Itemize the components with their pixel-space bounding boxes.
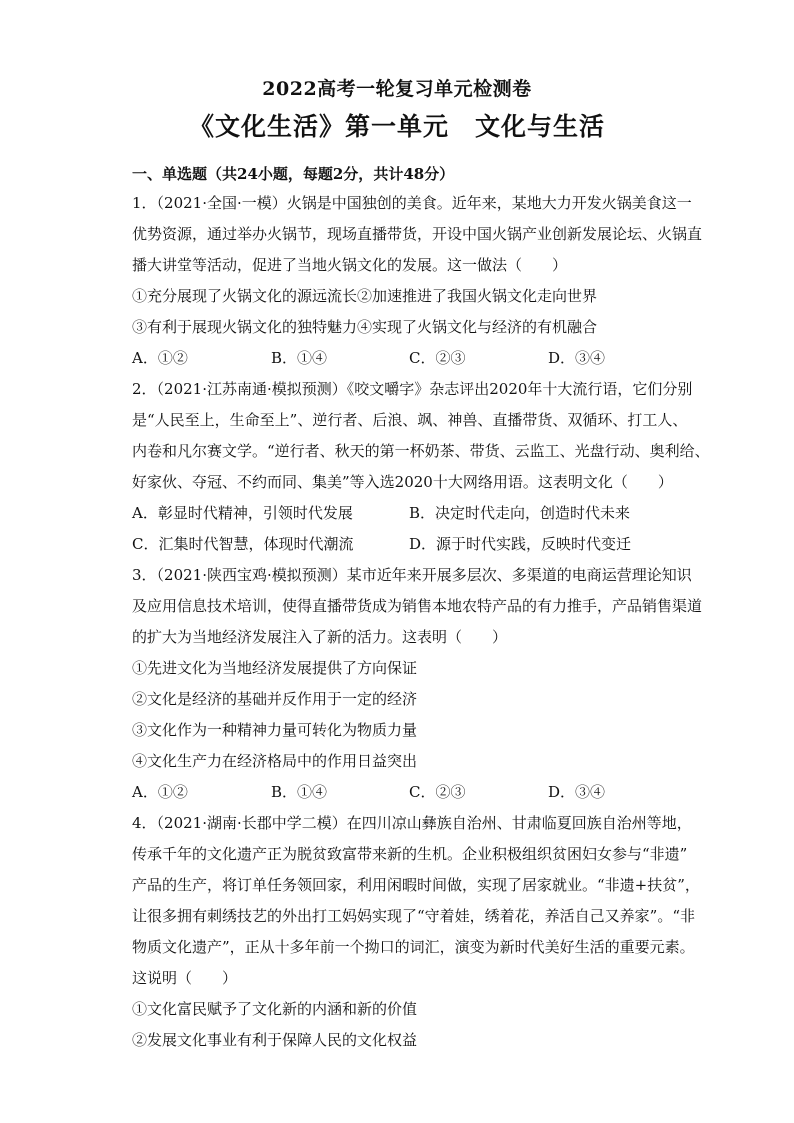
question-3-statement: ①先进文化为当地经济发展提供了方向保证 (132, 659, 418, 677)
question-4-line: 让很多拥有刺绣技艺的外出打工妈妈实现了“守着娃，绣着花，养活自己又养家”。“非 (132, 907, 696, 925)
exam-title: 2022高考一轮复习单元检测卷 (262, 78, 532, 100)
question-4-line: 这说明（ ） (132, 969, 238, 987)
question-1-line: 播大讲堂等活动，促进了当地火锅文化的发展。这一做法（ ） (132, 256, 568, 274)
question-3-line: 及应用信息技术培训，使得直播带货成为销售本地农特产品的有力推手，产品销售渠道 (132, 597, 703, 615)
question-3-line: 3．（2021·陕西宝鸡·模拟预测）某市近年来开展多层次、多渠道的电商运营理论知识 (132, 566, 692, 584)
question-4-line: 产品的生产，将订单任务领回家，利用闲暇时间做，实现了居家就业。“非遗+扶贫”， (132, 876, 700, 894)
option-a: A．①② (132, 783, 188, 801)
question-4-statement: ②发展文化事业有利于保障人民的文化权益 (132, 1031, 418, 1049)
option-b: B．决定时代走向，创造时代未来 (409, 504, 631, 522)
option-d: D．③④ (548, 783, 606, 801)
question-1-statement: ③有利于展现火锅文化的独特魅力④实现了火锅文化与经济的有机融合 (132, 318, 598, 336)
question-1-line: 1．（2021·全国·一模）火锅是中国独创的美食。近年来，某地大力开发火锅美食这一 (132, 194, 692, 212)
option-c: C．②③ (409, 349, 466, 367)
option-d: D．源于时代实践，反映时代变迁 (409, 535, 632, 553)
question-4-statement: ①文化富民赋予了文化新的内涵和新的价值 (132, 1000, 418, 1018)
question-3-line: 的扩大为当地经济发展注入了新的活力。这表明（ ） (132, 628, 508, 646)
question-2-line: 2．（2021·江苏南通·模拟预测）《咬文嚼字》杂志评出2020年十大流行语，它们分别 (132, 380, 693, 398)
question-2-line: 是“人民至上，生命至上”、逆行者、后浪、飒、神兽、直播带货、双循环、打工人、 (132, 411, 688, 429)
question-2-line: 好家伙、夺冠、不约而同、集美”等入选2020十大网络用语。这表明文化（ ） (132, 473, 673, 491)
question-1-statement: ①充分展现了火锅文化的源远流长②加速推进了我国火锅文化走向世界 (132, 287, 598, 305)
option-b: B．①④ (271, 349, 328, 367)
question-4-line: 传承千年的文化遗产正为脱贫致富带来新的生机。企业积极组织贫困妇女参与“非遗” (132, 845, 688, 863)
option-c: C．汇集时代智慧，体现时代潮流 (132, 535, 354, 553)
question-4-line: 物质文化遗产”，正从十多年前一个拗口的词汇，演变为新时代美好生活的重要元素。 (132, 938, 695, 956)
option-a: A．彰显时代精神，引领时代发展 (132, 504, 353, 522)
question-3-statement: ③文化作为一种精神力量可转化为物质力量 (132, 721, 418, 739)
option-a: A．①② (132, 349, 188, 367)
question-3-statement: ②文化是经济的基础并反作用于一定的经济 (132, 690, 418, 708)
option-c: C．②③ (409, 783, 466, 801)
option-b: B．①④ (271, 783, 328, 801)
question-1-line: 优势资源，通过举办火锅节，现场直播带货，开设中国火锅产业创新发展论坛、火锅直 (132, 225, 703, 243)
question-2-line: 内卷和凡尔赛文学。“逆行者、秋天的第一杯奶茶、带货、云监工、光盘行动、奥利给、 (132, 442, 710, 460)
option-d: D．③④ (548, 349, 606, 367)
unit-subtitle: 《文化生活》第一单元 文化与生活 (188, 112, 605, 141)
section-heading: 一、单选题（共24小题，每题2分，共计48分） (132, 165, 455, 183)
question-4-line: 4．（2021·湖南·长郡中学二模）在四川凉山彝族自治州、甘肃临夏回族自治州等地， (132, 814, 692, 832)
question-3-statement: ④文化生产力在经济格局中的作用日益突出 (132, 752, 418, 770)
